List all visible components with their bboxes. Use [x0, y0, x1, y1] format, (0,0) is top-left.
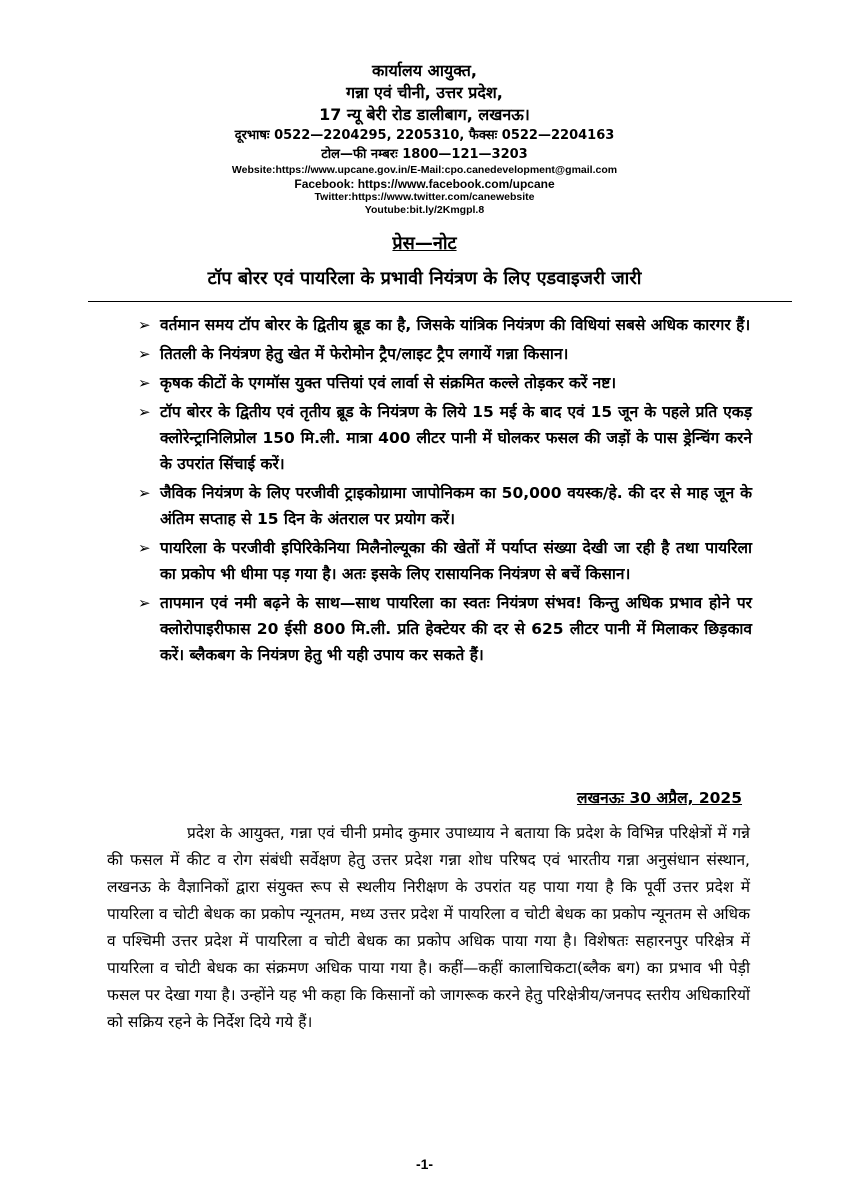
advisory-bullet: [138, 399, 752, 477]
advisory-bullet-text: तितली के नियंत्रण हेतु खेत में फेरोमोन ट्रैप/लाइट ट्रैप लगायें गन्ना किसान।: [160, 345, 569, 363]
office-address: 17 न्यू बेरी रोड डालीबाग, लखनऊ।: [319, 105, 530, 124]
office-header: [0, 60, 849, 217]
advisory-bullet-list: [138, 312, 752, 671]
advisory-bullet: [138, 535, 752, 587]
advisory-bullet-text: पायरिला के परजीवी इपिरिकेनिया मिलैनोल्यूका की खेतों में पर्याप्त संख्या देखी जा रही है तथा पायरिला का प्रकोप भी धीमा पड़ गया है। अतः इसके लिए रासायनिक नियंत्रण से बचें किसान।: [160, 539, 752, 583]
advisory-bullet-text: जैविक नियंत्रण के लिए परजीवी ट्राइकोग्रामा जापोनिकम का 50,000 वयस्क/हे. की दर से माह जून के अंतिम सप्ताह से 15 दिन के अंतराल पर प्रयोग करें।: [160, 484, 752, 528]
website-email-link[interactable]: Website:https://www.upcane.gov.in/E-Mail:cpo.canedevelopment@gmail.com: [231, 164, 618, 176]
facebook-link[interactable]: Facebook: https://www.facebook.com/upcane: [294, 177, 555, 191]
advisory-bullet: [138, 341, 752, 367]
arrow-bullet-icon: ➢: [138, 403, 151, 421]
advisory-bullet-text: कृषक कीटों के एगमॉस युक्त पत्तियां एवं लार्वा से संक्रमित कल्ले तोड़कर करें नष्ट।: [160, 374, 617, 392]
press-note-title-text: प्रेस—नोट: [392, 233, 457, 254]
youtube-link[interactable]: Youtube:bit.ly/2Kmgpl.8: [364, 204, 485, 216]
arrow-bullet-icon: ➢: [138, 374, 151, 392]
advisory-subject: टॉप बोरर एवं पायरिला के प्रभावी नियंत्रण के लिए एडवाइजरी जारी: [207, 268, 642, 289]
toll-free-line: टोल—फी नम्बरः 1800—121—3203: [321, 147, 528, 162]
twitter-link[interactable]: Twitter:https://www.twitter.com/canewebsite: [314, 191, 535, 203]
advisory-bullet: [138, 370, 752, 396]
arrow-bullet-icon: ➢: [138, 594, 151, 612]
advisory-bullet: [138, 480, 752, 532]
advisory-bullet: [138, 590, 752, 668]
advisory-bullet-text: टॉप बोरर के द्वितीय एवं तृतीय ब्रूड के नियंत्रण के लिये 15 मई के बाद एवं 15 जून के पहले प्रति एकड़ क्लोरेन्ट्रानिलिप्रोल 150 मि.ली. मात्रा 400 लीटर पानी में घोलकर फसल की जड़ों के पास ड्रेन्चिंग करने के उपरांत सिंचाई करें।: [160, 403, 752, 473]
press-note-title: [0, 232, 849, 256]
dateline: लखनऊः 30 अप्रैल, 2025: [576, 789, 742, 807]
office-name: कार्यालय आयुक्त,: [372, 61, 477, 80]
advisory-bullet-text: वर्तमान समय टॉप बोरर के द्वितीय ब्रूड का है, जिसके यांत्रिक नियंत्रण की विधियां सबसे अधिक कारगर हैं।: [160, 316, 751, 334]
advisory-bullet: [138, 312, 752, 338]
arrow-bullet-icon: ➢: [138, 484, 151, 502]
body-paragraph: प्रदेश के आयुक्त, गन्ना एवं चीनी प्रमोद कुमार उपाध्याय ने बताया कि प्रदेश के विभिन्न परिक्षेत्रों में गन्ने की फसल में कीट व रोग संबंधी सर्वेक्षण हेतु उत्तर प्रदेश गन्ना शोध परिषद एवं भारतीय गन्ना अनुसंधान संस्थान, लखनऊ के वैज्ञानिकों द्वारा संयुक्त रूप से स्थलीय निरीक्षण के उपरांत यह पाया गया है कि पूर्वी उत्तर प्रदेश में पायरिला व चोटी बेधक का प्रकोप न्यूनतम, मध्य उत्तर प्रदेश में पायरिला व चोटी बेधक का प्रकोप न्यूनतम से अधिक व पश्चिमी उत्तर प्रदेश में पायरिला व चोटी बेधक का प्रकोप अधिक पाया गया है। विशेषतः सहारनपुर परिक्षेत्र में पायरिला व चोटी बेधक का संक्रमण अधिक पाया गया है। कहीं—कहीं कालाचिकटा(ब्लैक बग) का प्रभाव भी पेड़ी फसल पर देखा गया है। उन्होंने यह भी कहा कि किसानों को जागरूक करने हेतु परिक्षेत्रीय/जनपद स्तरीय अधिकारियों को सक्रिय रहने के निर्देश दिये गये हैं।: [107, 824, 750, 1031]
phone-fax-line: दूरभाषः 0522—2204295, 2205310, फैक्सः 0522—2204163: [234, 128, 615, 143]
advisory-bullet-text: तापमान एवं नमी बढ़ने के साथ—साथ पायरिला का स्वतः नियंत्रण संभव! किन्तु अधिक प्रभाव होने पर क्लोरोपाइरीफास 20 ईसी 800 मि.ली. प्रति हेक्टेयर की दर से 625 लीटर पानी में मिलाकर छिड़काव करें। ब्लैकबग के नियंत्रण हेतु भी यही उपाय कर सकते हैं।: [160, 594, 752, 664]
arrow-bullet-icon: ➢: [138, 316, 151, 334]
header-divider: [88, 301, 792, 302]
arrow-bullet-icon: ➢: [138, 539, 151, 557]
page-number: -1-: [415, 1156, 434, 1172]
arrow-bullet-icon: ➢: [138, 345, 151, 363]
department-name: गन्ना एवं चीनी, उत्तर प्रदेश,: [346, 83, 503, 102]
